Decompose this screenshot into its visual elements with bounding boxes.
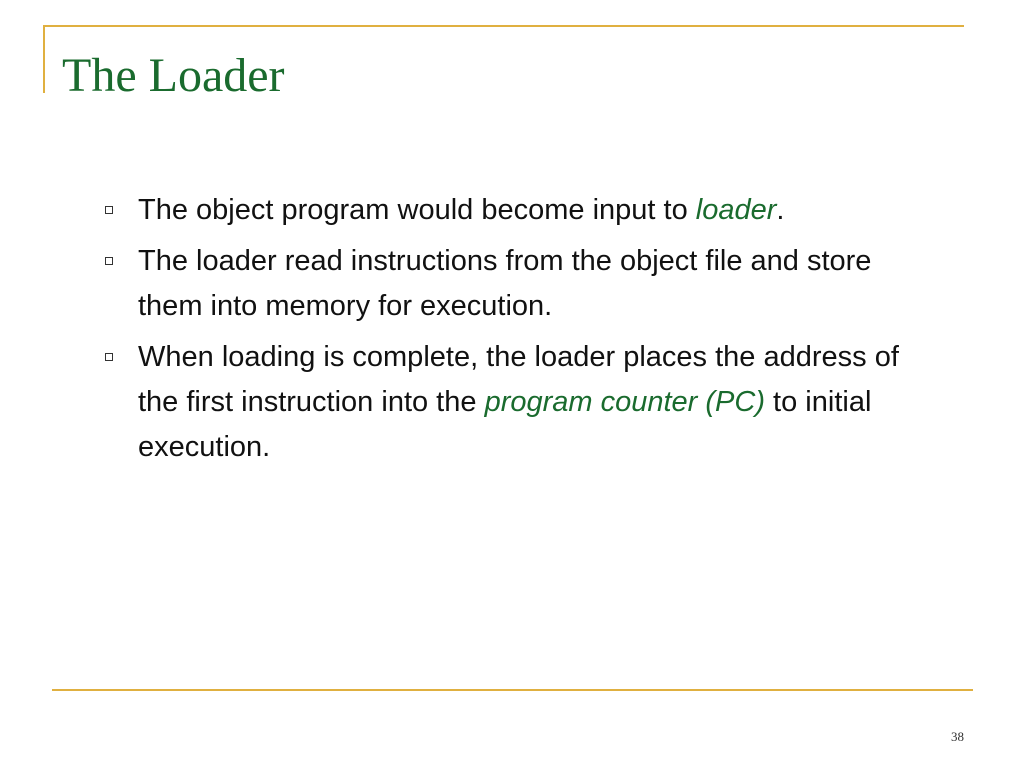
bullet-item-1 bbox=[100, 188, 940, 233]
bullet-1-emphasis: loader bbox=[695, 194, 777, 226]
hollow-square-bullet-icon bbox=[105, 206, 113, 214]
bullet-3-emphasis: program counter (PC) bbox=[484, 386, 765, 418]
top-border-line bbox=[43, 25, 964, 27]
left-border-line bbox=[43, 25, 45, 93]
bullet-2-text: The loader read instructions from the object file and store them into memory for execution. bbox=[138, 245, 872, 322]
slide-title: The Loader bbox=[62, 49, 285, 102]
bullet-item-2 bbox=[100, 239, 940, 329]
bottom-border-line bbox=[52, 689, 973, 691]
hollow-square-bullet-icon bbox=[105, 353, 113, 361]
bullet-3-text: When loading is complete, the loader places the address of the first instruction into the bbox=[138, 341, 899, 418]
page-number: 38 bbox=[951, 729, 964, 744]
bullet-1-text: The object program would become input to bbox=[138, 194, 696, 226]
bullet-item-3 bbox=[100, 335, 940, 470]
bullet-list bbox=[100, 188, 940, 476]
bullet-3-text-after: to initial execution. bbox=[138, 386, 872, 463]
bullet-1-text-after: . bbox=[776, 194, 785, 226]
hollow-square-bullet-icon bbox=[105, 257, 113, 265]
